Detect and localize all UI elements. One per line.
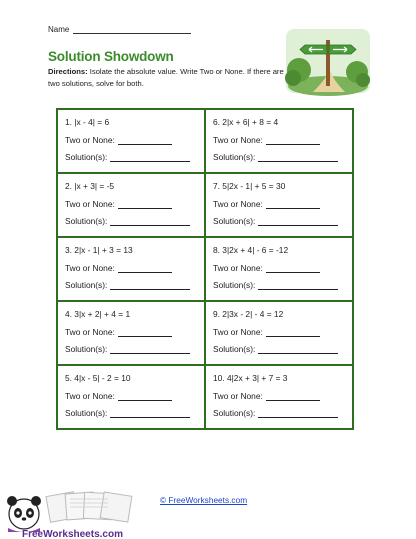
two-or-none-label: Two or None:: [213, 262, 263, 273]
two-or-none-blank[interactable]: [266, 263, 320, 273]
problem-cell: [206, 174, 352, 236]
solutions-label: Solution(s):: [65, 344, 108, 354]
problem-cell: [206, 302, 352, 364]
problem-equation: 8. 3|2x + 4| - 6 = -12: [213, 245, 289, 255]
two-or-none-label: Two or None:: [65, 262, 115, 273]
two-or-none-row: [213, 199, 352, 217]
solutions-blank[interactable]: [110, 408, 190, 418]
problem-cell: [58, 238, 204, 300]
two-or-none-blank[interactable]: [266, 199, 320, 209]
two-or-none-row: [213, 391, 352, 409]
solutions-blank[interactable]: [110, 280, 190, 290]
directions: [48, 66, 288, 89]
solutions-blank[interactable]: [110, 152, 190, 162]
two-or-none-blank[interactable]: [118, 135, 172, 145]
two-or-none-row: [213, 135, 352, 153]
problem-equation: 5. 4|x - 5| - 2 = 10: [65, 373, 131, 383]
two-or-none-label: Two or None:: [213, 198, 263, 209]
solutions-blank[interactable]: [258, 216, 338, 226]
solutions-row: [213, 216, 352, 234]
directions-label: Directions:: [48, 67, 88, 76]
solutions-blank[interactable]: [258, 280, 338, 290]
signpost-illustration: [283, 26, 373, 96]
solutions-label: Solution(s):: [65, 152, 108, 162]
worksheet-title: Solution Showdown: [48, 49, 174, 64]
problems-grid: [56, 108, 354, 430]
name-label: Name: [48, 25, 70, 34]
two-or-none-blank[interactable]: [118, 263, 172, 273]
two-or-none-blank[interactable]: [266, 391, 320, 401]
solutions-row: [65, 216, 204, 234]
two-or-none-row: [65, 327, 204, 345]
solutions-label: Solution(s):: [213, 152, 256, 162]
solutions-row: [65, 280, 204, 298]
problem-cell: [58, 366, 204, 428]
two-or-none-label: Two or None:: [213, 134, 263, 145]
solutions-label: Solution(s):: [213, 216, 256, 226]
problem-cell: [206, 366, 352, 428]
problem-equation: 6. 2|x + 6| + 8 = 4: [213, 117, 279, 127]
logo-text: FreeWorksheets.com: [22, 529, 123, 539]
solutions-label: Solution(s):: [65, 408, 108, 418]
two-or-none-row: [65, 391, 204, 409]
two-or-none-row: [213, 263, 352, 281]
two-or-none-label: Two or None:: [65, 390, 115, 401]
solutions-row: [65, 152, 204, 170]
solutions-blank[interactable]: [258, 408, 338, 418]
two-or-none-blank[interactable]: [118, 199, 172, 209]
two-or-none-label: Two or None:: [65, 198, 115, 209]
problem-cell: [58, 302, 204, 364]
problem-equation: 9. 2|3x - 2| - 4 = 12: [213, 309, 284, 319]
two-or-none-label: Two or None:: [65, 326, 115, 337]
solutions-label: Solution(s):: [65, 280, 108, 290]
two-or-none-row: [65, 263, 204, 281]
problem-cell: [206, 110, 352, 172]
freeworksheets-link[interactable]: © FreeWorksheets.com: [160, 495, 248, 505]
problem-equation: 2. |x + 3| = -5: [65, 181, 115, 191]
two-or-none-row: [65, 199, 204, 217]
solutions-blank[interactable]: [110, 344, 190, 354]
solutions-row: [213, 408, 352, 426]
problem-cell: [58, 110, 204, 172]
solutions-row: [213, 152, 352, 170]
directions-text: Isolate the absolute value. Write Two or None. If there are two solutions, solve for both.: [48, 67, 284, 88]
two-or-none-label: Two or None:: [213, 326, 263, 337]
problem-equation: 1. |x - 4| = 6: [65, 117, 110, 127]
two-or-none-row: [65, 135, 204, 153]
problem-equation: 3. 2|x - 1| + 3 = 13: [65, 245, 133, 255]
solutions-row: [65, 344, 204, 362]
solutions-row: [65, 408, 204, 426]
solutions-blank[interactable]: [258, 344, 338, 354]
solutions-blank[interactable]: [110, 216, 190, 226]
solutions-label: Solution(s):: [213, 344, 256, 354]
two-or-none-blank[interactable]: [118, 327, 172, 337]
name-row: [48, 25, 191, 34]
two-or-none-blank[interactable]: [118, 391, 172, 401]
problem-cell: [206, 238, 352, 300]
two-or-none-blank[interactable]: [266, 135, 320, 145]
name-blank[interactable]: [73, 25, 191, 34]
problem-equation: 4. 3|x + 2| + 4 = 1: [65, 309, 131, 319]
solutions-label: Solution(s):: [213, 408, 256, 418]
two-or-none-blank[interactable]: [266, 327, 320, 337]
problem-equation: 10. 4|2x + 3| + 7 = 3: [213, 373, 288, 383]
solutions-blank[interactable]: [258, 152, 338, 162]
two-or-none-label: Two or None:: [65, 134, 115, 145]
two-or-none-row: [213, 327, 352, 345]
solutions-row: [213, 280, 352, 298]
problem-equation: 7. 5|2x - 1| + 5 = 30: [213, 181, 286, 191]
solutions-row: [213, 344, 352, 362]
two-or-none-label: Two or None:: [213, 390, 263, 401]
solutions-label: Solution(s):: [213, 280, 256, 290]
solutions-label: Solution(s):: [65, 216, 108, 226]
freeworksheets-logo: [0, 488, 150, 539]
problem-cell: [58, 174, 204, 236]
